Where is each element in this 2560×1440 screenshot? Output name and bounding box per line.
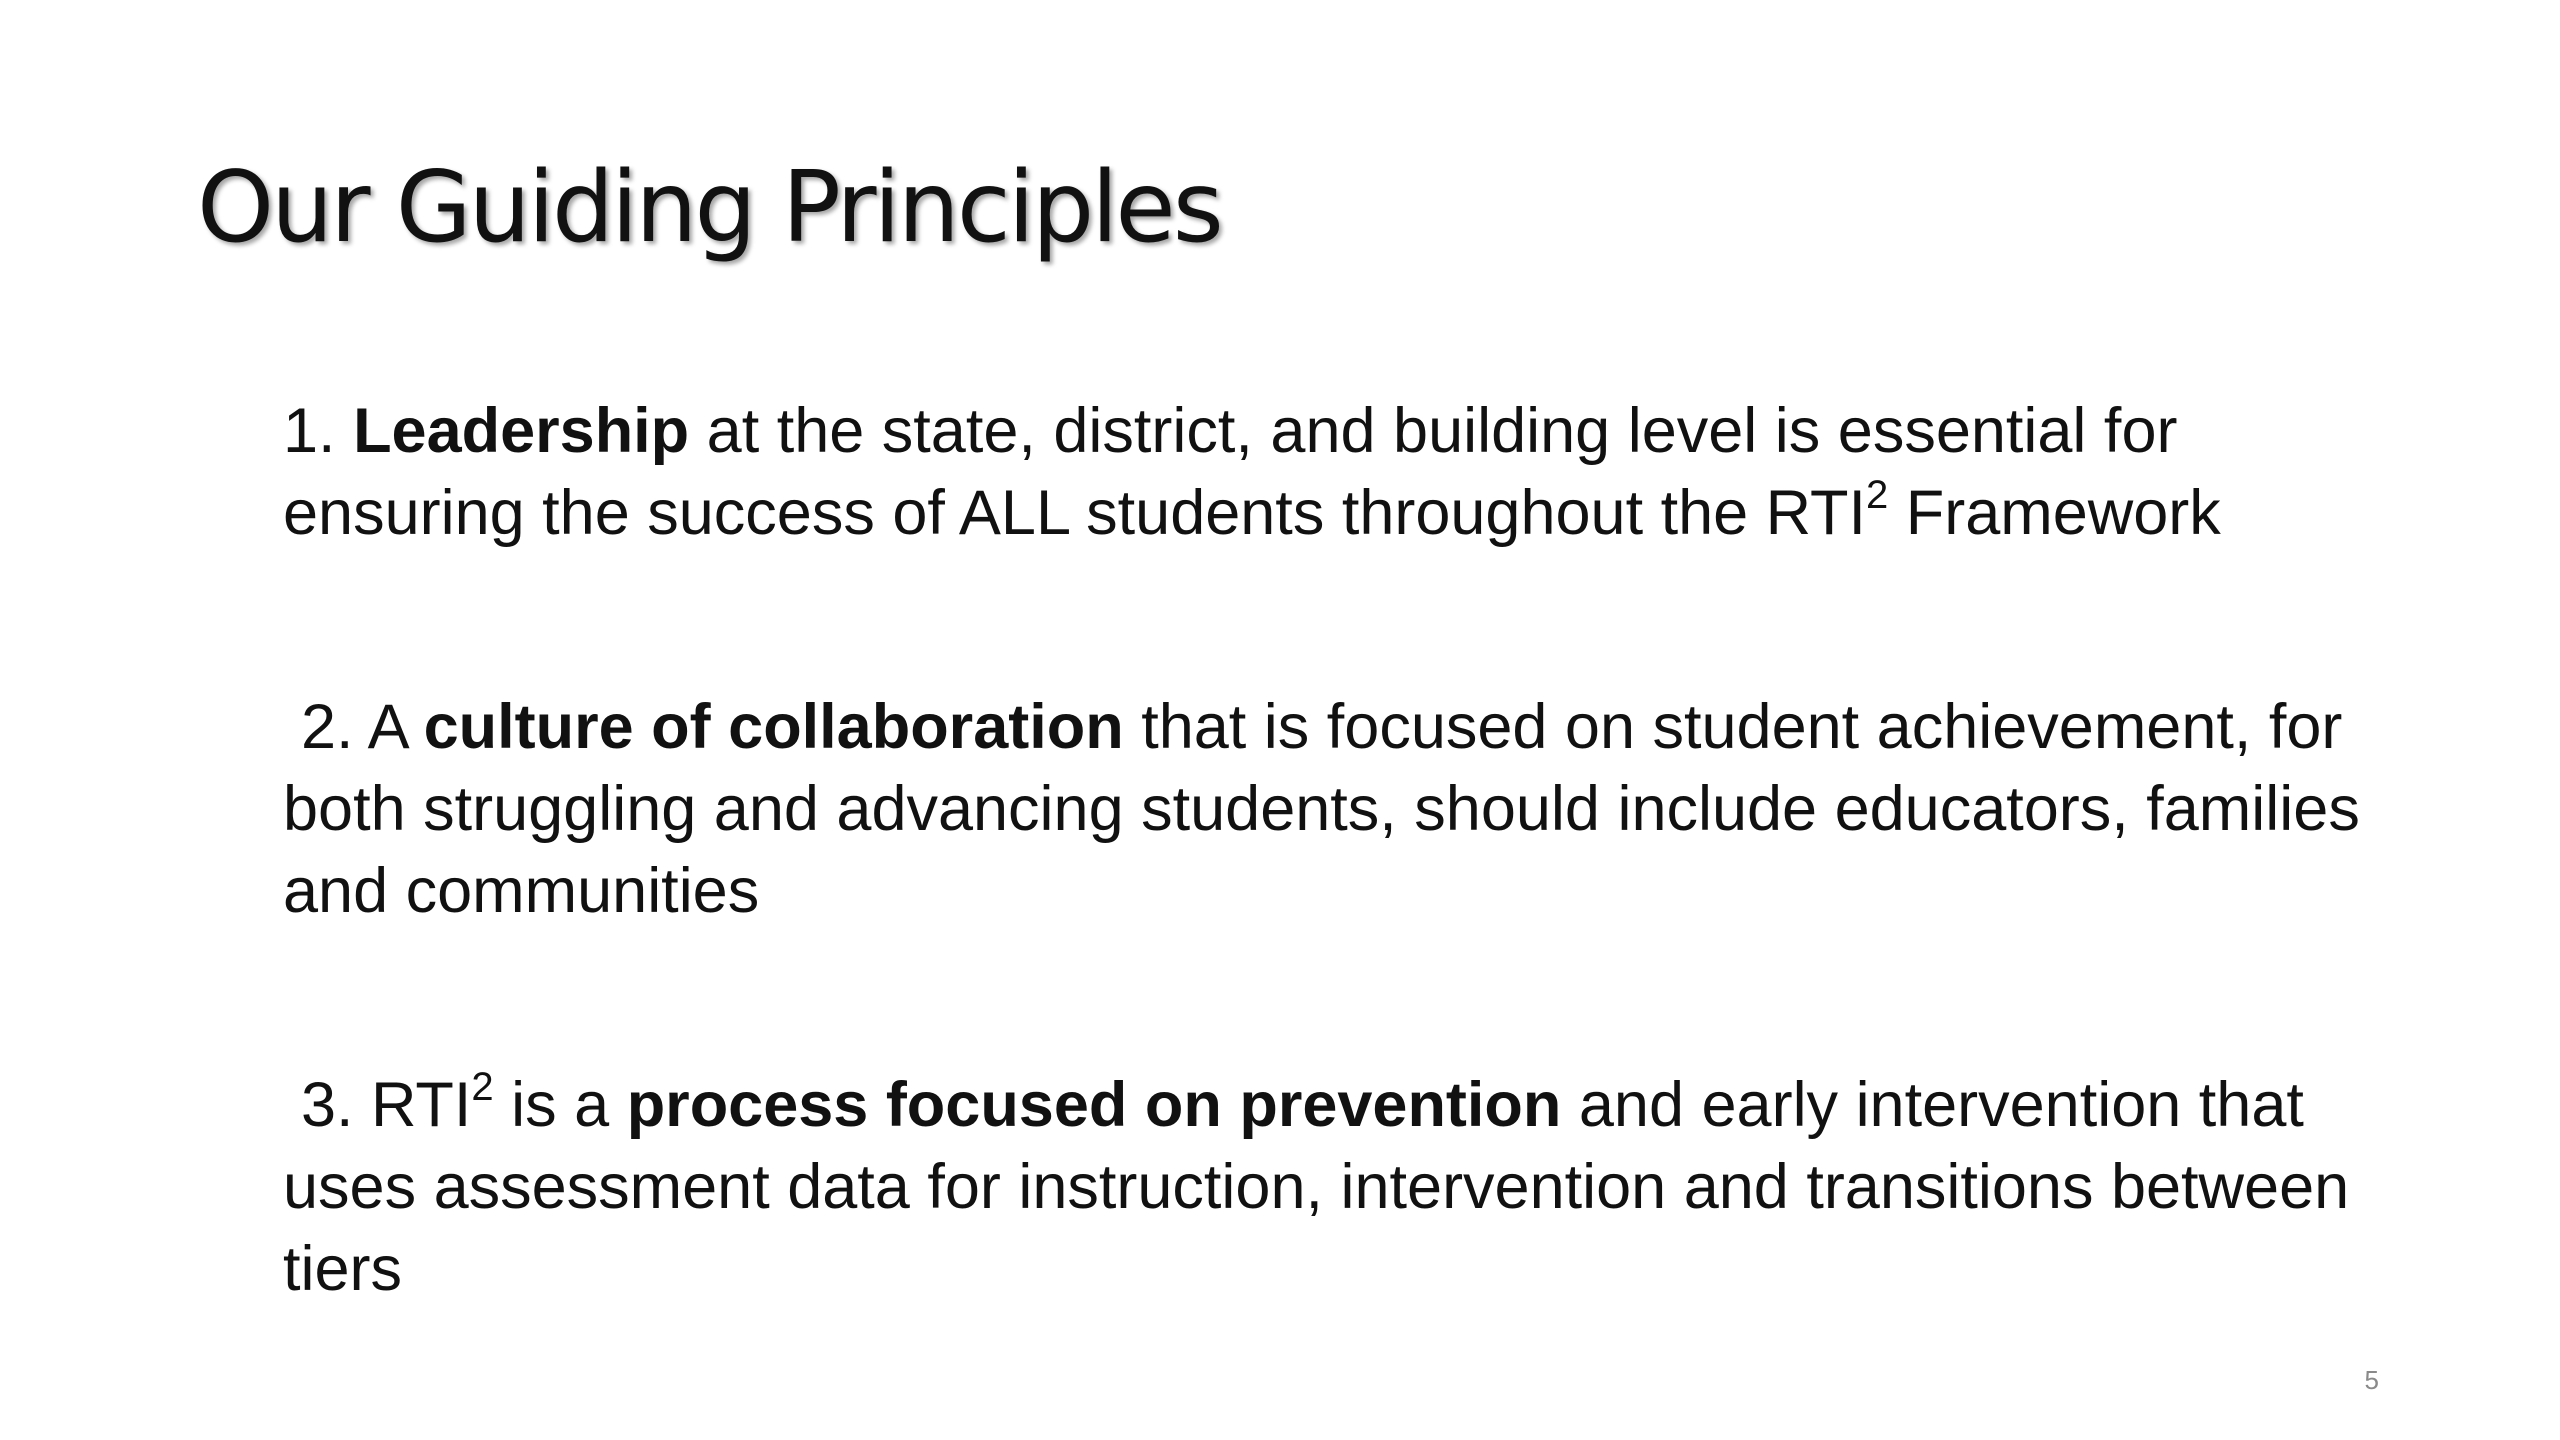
principle-text: and early intervention that uses assessment data for instruction, intervention and transitions between tiers — [283, 1070, 2350, 1304]
principle-text: at the state, district, and building level is essential for ensuring the success of ALL students throughout the RTI — [283, 396, 2178, 548]
superscript-2: 2 — [1866, 473, 1889, 517]
principle-keyword: Leadership — [353, 396, 690, 466]
superscript-2: 2 — [471, 1065, 494, 1109]
principle-item-prevention — [283, 1064, 2433, 1310]
slide-title: Our Guiding Principles — [197, 151, 1221, 265]
principle-text: that is focused on student achievement, for both struggling and advancing students, should include educators, families and communities — [283, 692, 2360, 926]
principle-number: 2. A — [301, 692, 407, 762]
principle-text-start: is a — [493, 1070, 627, 1140]
principles-list — [283, 390, 2433, 1310]
principle-item-leadership — [283, 390, 2433, 554]
principle-number: 1. — [283, 396, 336, 466]
principle-number: 3. RTI — [301, 1070, 472, 1140]
principle-text-end: Framework — [1888, 478, 2221, 548]
principle-keyword: process focused on prevention — [626, 1070, 1562, 1140]
principle-item-collaboration — [283, 686, 2433, 932]
page-number: 5 — [2364, 1365, 2379, 1395]
principle-keyword: culture of collaboration — [423, 692, 1124, 762]
